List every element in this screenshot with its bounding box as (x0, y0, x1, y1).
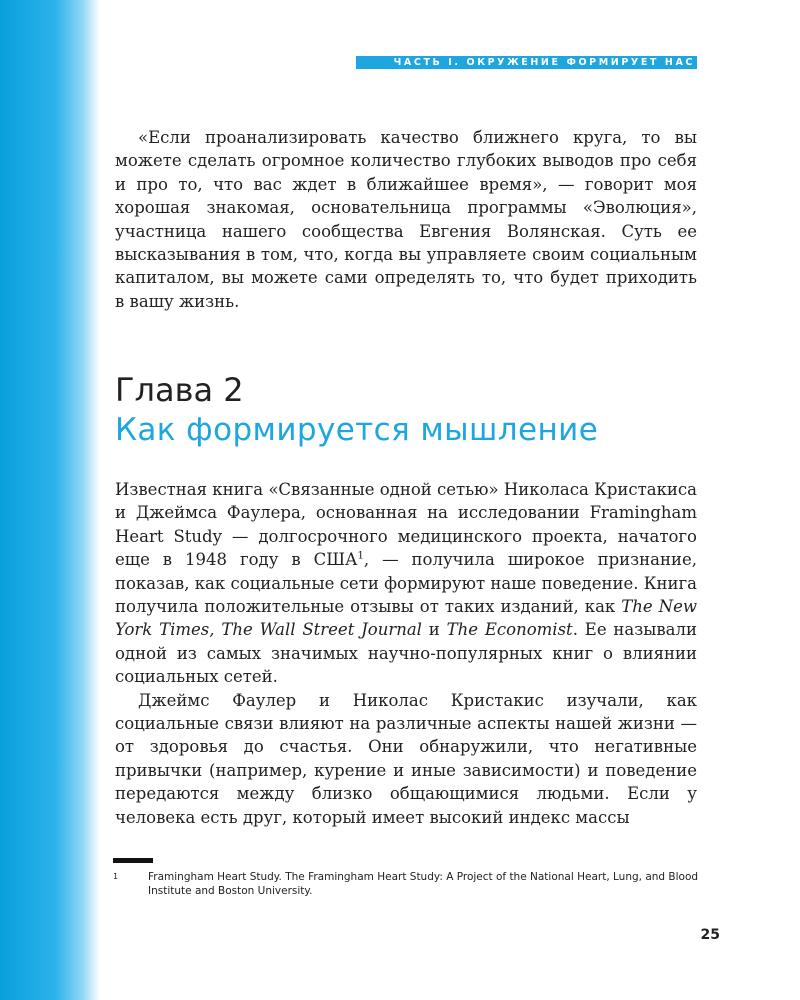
chapter-title: Как формируется мышление (115, 412, 599, 448)
footnote-text: Framingham Heart Study. The Framingham Heart Study: A Project of the National Heart, Lung, and Blood Institute and Boston University. (148, 871, 699, 897)
publication-economist: The Economist (446, 620, 573, 640)
chapter-number: Глава 2 (115, 371, 244, 409)
paragraph-2: Джеймс Фаулер и Николас Кристакис изучали, как социальные связи влияют на различные аспекты нашей жизни — от здоровья до счастья. Они обнаружили, что негативные привычки (например, курение и иные зависимости) и поведение передаются между близко общающимися людьми. Если у человека есть друг, который имеет высокий индекс массы (115, 690, 697, 827)
footnote-mark: 1 (113, 872, 119, 881)
footnote-reference: 1 (357, 550, 364, 562)
page-number: 25 (700, 927, 720, 943)
quote-block (115, 126, 697, 313)
footnote (113, 870, 703, 898)
decorative-side-bar (0, 0, 100, 1000)
quote-paragraph: «Если проанализировать качество ближнего круга, то вы можете сделать огромное количество глубоких выводов про себя и про то, что вас ждет в ближайшее время», — говорит моя хорошая знакомая, основательница программы «Эволюция», участница нашего сообщества Евгения Волянская. Суть ее высказывания в том, что, когда вы управляете своим социальным капиталом, вы можете сами определять то, что будет приходить в вашу жизнь. (115, 128, 697, 311)
footnote-divider (113, 858, 153, 863)
paragraph-1 (115, 478, 697, 689)
paragraph-1-part-d: . Ее называли одной из самых значимых научно-популярных книг о влиянии социальных сетей. (115, 620, 697, 687)
paragraph-1-part-b: , — получила широкое признание, показав, как социальные сети формируют наше поведение. Книга получила положительные отзывы от таких изданий, как (115, 550, 697, 617)
running-header: ЧАСТЬ I. ОКРУЖЕНИЕ ФОРМИРУЕТ НАС (356, 56, 697, 69)
publication-names: The New York Times, The Wall Street Journal (115, 597, 697, 640)
paragraph-1-part-c: и (421, 620, 447, 640)
main-text-block (115, 478, 697, 829)
paragraph-1-part-a: Известная книга «Связанные одной сетью» Николаса Кристакиса и Джеймса Фаулера, основанная на исследовании Framingham Heart Study — долгосрочного медицинского проекта, начатого еще в 1948 году в США (115, 480, 698, 570)
